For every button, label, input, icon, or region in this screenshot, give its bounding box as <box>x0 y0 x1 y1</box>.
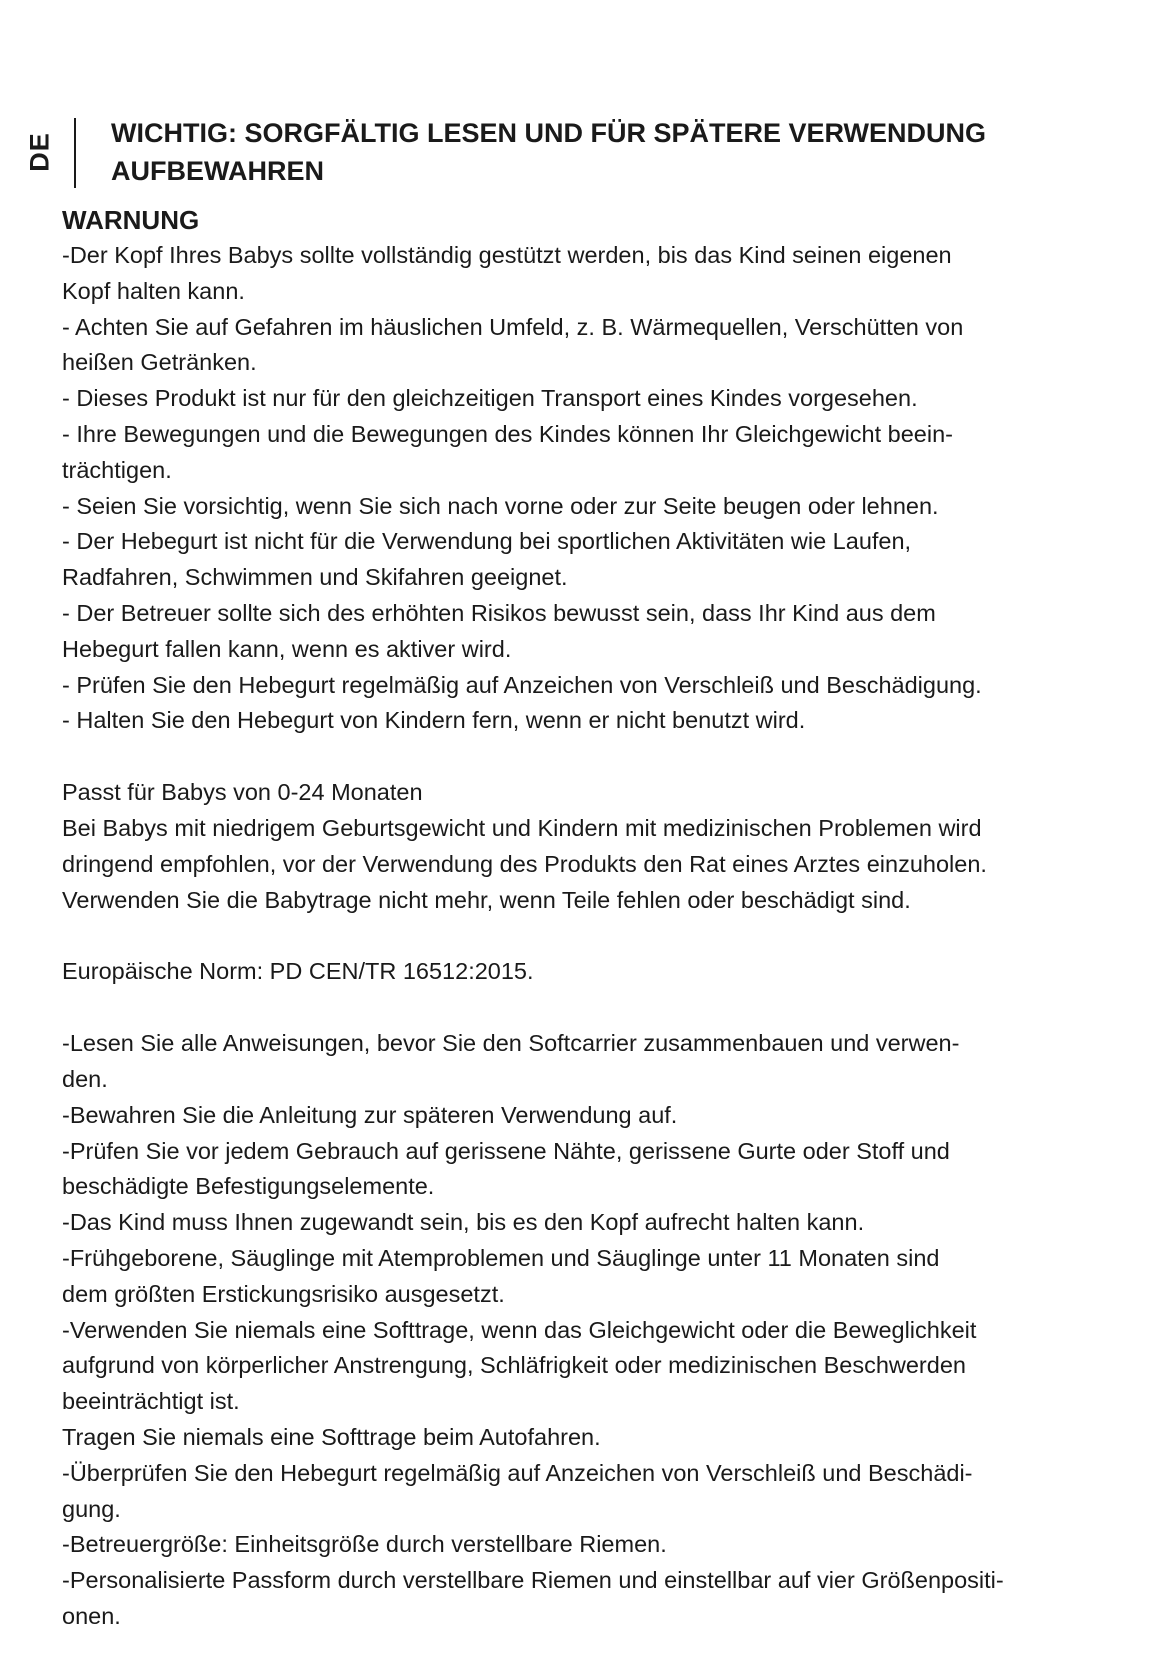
page-title-line-1: WICHTIG: SORGFÄLTIG LESEN UND FÜR SPÄTERE VERWENDUNG <box>111 118 987 148</box>
warning-list <box>62 238 1122 739</box>
warning-line: - Achten Sie auf Gefahren im häuslichen Umfeld, z. B. Wärmequellen, Verschütten von <box>62 313 964 340</box>
instruction-line: -Prüfen Sie vor jedem Gebrauch auf gerissene Nähte, gerissene Gurte oder Stoff und <box>62 1137 950 1164</box>
instruction-line: beeinträchtigt ist. <box>62 1388 240 1415</box>
instruction-line: -Personalisierte Passform durch verstellbare Riemen und einstellbar auf vier Größenpositi- <box>62 1567 1004 1594</box>
warning-line: - Der Hebegurt ist nicht für die Verwendung bei sportlichen Aktivitäten wie Laufen, <box>62 528 912 555</box>
warning-line: - Prüfen Sie den Hebegurt regelmäßig auf Anzeichen von Verschleiß und Beschädigung. <box>62 671 982 698</box>
instruction-line: beschädigte Befestigungselemente. <box>62 1173 435 1200</box>
instructions-list <box>62 1026 1122 1635</box>
suitability-line: Bei Babys mit niedrigem Geburtsgewicht und Kindern mit medizinischen Problemen wird <box>62 814 982 841</box>
warning-line: Hebegurt fallen kann, wenn es aktiver wird. <box>62 635 512 662</box>
instruction-line: -Frühgeborene, Säuglinge mit Atemproblemen und Säuglinge unter 11 Monaten sind <box>62 1244 940 1271</box>
suitability-line: dringend empfohlen, vor der Verwendung des Produkts den Rat eines Arztes einzuholen. <box>62 850 987 877</box>
instruction-line: -Bewahren Sie die Anleitung zur späteren Verwendung auf. <box>62 1101 678 1128</box>
warning-line: - Dieses Produkt ist nur für den gleichzeitigen Transport eines Kindes vorgesehen. <box>62 385 918 412</box>
warning-line: - Ihre Bewegungen und die Bewegungen des Kindes können Ihr Gleichgewicht beein- <box>62 420 953 447</box>
warning-heading: WARNUNG <box>62 205 200 235</box>
instruction-line: Tragen Sie niemals eine Softtrage beim Autofahren. <box>62 1423 601 1450</box>
suitability-line: Verwenden Sie die Babytrage nicht mehr, wenn Teile fehlen oder beschädigt sind. <box>62 886 911 913</box>
instruction-line: -Verwenden Sie niemals eine Softtrage, wenn das Gleichgewicht oder die Beweglichkeit <box>62 1316 977 1343</box>
suitability-section <box>62 775 1122 918</box>
spacer <box>62 990 1122 1026</box>
spacer <box>62 739 1122 775</box>
warning-line: trächtigen. <box>62 456 172 483</box>
page-title-line-2: AUFBEWAHREN <box>111 156 324 186</box>
spacer <box>62 918 1122 954</box>
warning-line: Radfahren, Schwimmen und Skifahren geeignet. <box>62 564 568 591</box>
instruction-line: -Betreuergröße: Einheitsgröße durch verstellbare Riemen. <box>62 1531 667 1558</box>
language-divider <box>74 118 76 188</box>
language-code: DE <box>24 132 55 172</box>
instruction-line: -Lesen Sie alle Anweisungen, bevor Sie den Softcarrier zusammenbauen und verwen- <box>62 1030 960 1057</box>
warning-line: -Der Kopf Ihres Babys sollte vollständig gestützt werden, bis das Kind seinen eigenen <box>62 242 952 268</box>
instruction-line: gung. <box>62 1495 121 1522</box>
language-tab <box>22 118 82 188</box>
instruction-line: den. <box>62 1065 108 1092</box>
instruction-line: -Überprüfen Sie den Hebegurt regelmäßig auf Anzeichen von Verschleiß und Beschädi- <box>62 1459 973 1486</box>
instruction-line: dem größten Erstickungsrisiko ausgesetzt. <box>62 1280 505 1307</box>
warning-line: - Der Betreuer sollte sich des erhöhten Risikos bewusst sein, dass Ihr Kind aus dem <box>62 599 936 626</box>
warning-line: - Seien Sie vorsichtig, wenn Sie sich nach vorne oder zur Seite beugen oder lehnen. <box>62 492 939 519</box>
page-title <box>111 114 1111 190</box>
instruction-line: -Das Kind muss Ihnen zugewandt sein, bis es den Kopf aufrecht halten kann. <box>62 1209 865 1236</box>
instruction-line: onen. <box>62 1602 121 1629</box>
suitability-line: Passt für Babys von 0-24 Monaten <box>62 779 423 806</box>
instruction-line: aufgrund von körperlicher Anstrengung, Schläfrigkeit oder medizinischen Beschwerden <box>62 1352 966 1379</box>
warning-line: heißen Getränken. <box>62 349 257 376</box>
warning-line: - Halten Sie den Hebegurt von Kindern fern, wenn er nicht benutzt wird. <box>62 707 806 734</box>
document-body <box>62 202 1122 1635</box>
warning-line: Kopf halten kann. <box>62 277 245 304</box>
norm-reference: Europäische Norm: PD CEN/TR 16512:2015. <box>62 958 534 985</box>
